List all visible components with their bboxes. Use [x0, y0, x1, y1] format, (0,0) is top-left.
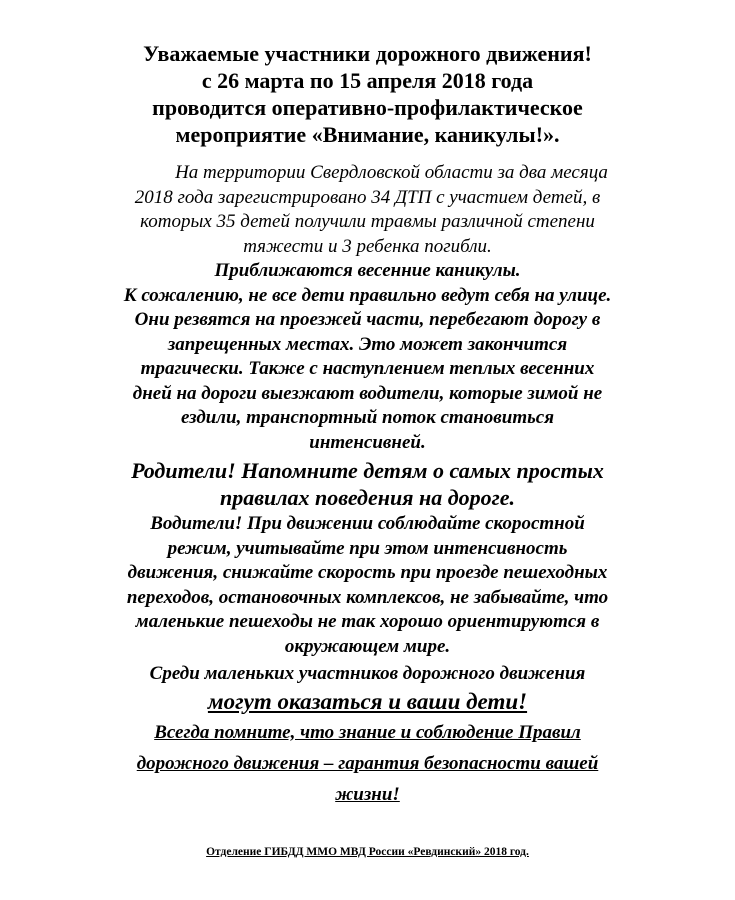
- holidays-line: ездили, транспортный поток становиться: [180, 407, 555, 428]
- statistics-line: 2018 года зарегистрировано 34 ДТП с участием детей, в: [134, 186, 601, 208]
- statistics-line: тяжести и 3 ребенка погибли.: [243, 235, 492, 257]
- statistics-line: На территории Свердловской области за два месяца: [175, 162, 608, 183]
- drivers-line: движения, снижайте скорость при проезде пешеходных: [127, 562, 608, 583]
- holidays-line: Они резвятся на проезжей части, перебегают дорогу в: [134, 309, 601, 330]
- headline-line: Уважаемые участники дорожного движения!: [143, 41, 592, 66]
- among-line: Среди маленьких участников дорожного движения: [149, 663, 586, 684]
- among-participants: [0, 661, 735, 717]
- drivers-line: окружающем мире.: [284, 635, 451, 657]
- drivers-line: переходов, остановочных комплексов, не забывайте, что: [126, 586, 609, 608]
- remember-line: дорожного движения – гарантия безопасности вашей: [136, 753, 599, 774]
- holidays-line: дней на дороги выезжают водители, которые зимой не: [132, 382, 603, 404]
- headline-line: мероприятие «Внимание, каникулы!».: [175, 122, 560, 147]
- holidays-line: интенсивней.: [309, 431, 426, 453]
- holidays-line: запрещенных местах. Это может закончится: [167, 333, 568, 355]
- drivers-line: Водители! При движении соблюдайте скоростной: [150, 513, 585, 534]
- your-children-line: могут оказаться и ваши дети!: [207, 689, 528, 714]
- footer-signature: Отделение ГИБДД ММО МВД России «Ревдинский» 2018 год.: [206, 846, 529, 858]
- holidays-paragraph: [0, 259, 735, 455]
- holidays-line: К сожалению, не все дети правильно ведут себя на улице.: [123, 284, 612, 306]
- holidays-line: трагически. Также с наступлением теплых весенних: [140, 358, 595, 379]
- remember-line: жизни!: [335, 784, 400, 805]
- statistics-line: которых 35 детей получили травмы различной степени: [140, 211, 595, 232]
- drivers-appeal: [0, 512, 735, 659]
- parents-appeal: [0, 457, 735, 511]
- holidays-line: Приближаются весенние каникулы.: [214, 260, 521, 281]
- remember-line: Всегда помните, что знание и соблюдение Правил: [154, 722, 581, 743]
- remember-rules: [0, 717, 735, 810]
- drivers-line: режим, учитывайте при этом интенсивность: [167, 537, 568, 559]
- headline: [48, 40, 688, 148]
- parents-line: правилах поведения на дороге.: [219, 485, 516, 510]
- statistics-paragraph: [88, 161, 648, 259]
- drivers-line: маленькие пешеходы не так хорошо ориентируются в: [135, 611, 600, 632]
- parents-line: Родители! Напомните детям о самых простых: [131, 458, 604, 483]
- headline-line: с 26 марта по 15 апреля 2018 года: [201, 68, 534, 93]
- headline-line: проводится оперативно-профилактическое: [152, 95, 583, 120]
